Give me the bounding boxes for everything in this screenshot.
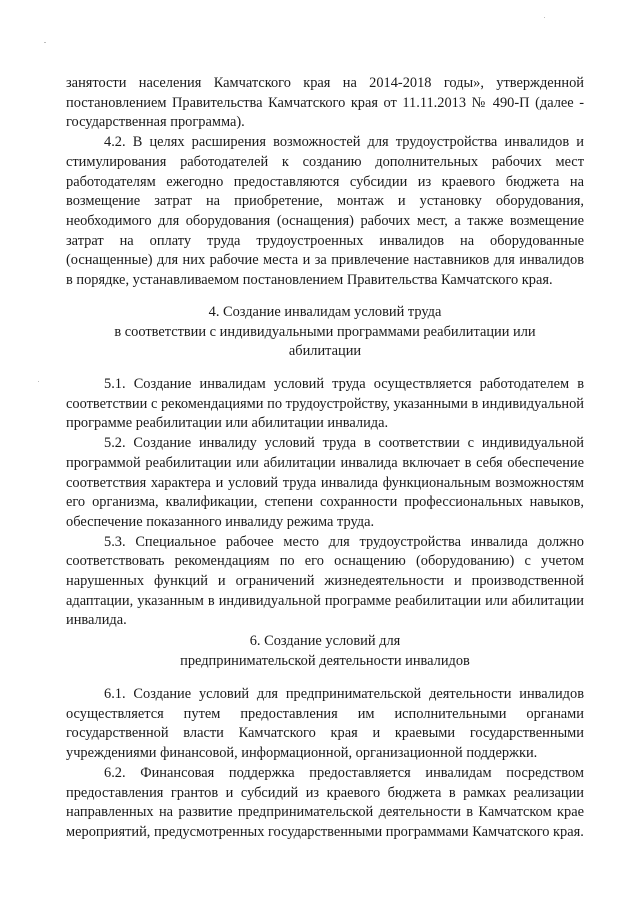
section-6-heading (66, 632, 584, 671)
scan-mark-top-left (44, 42, 46, 43)
paragraph-continuation: занятости населения Камчатского края на 2014-2018 годы», утвержденной постановлением Правительства Камчатского края от 11.11.2013 № 490-П (далее - государственная программа). (66, 75, 584, 131)
section-6-title-line1: 6. Создание условий для (249, 633, 401, 649)
paragraph-5-3: 5.3. Специальное рабочее место для трудоустройства инвалида должно соответствовать рекомендациям по его оснащению (оборудованию) с учетом нарушенных функций и ограничений жизнедеятельности и производственной адаптации, указанным в индивидуальной программе реабилитации или абилитации инвалида. (66, 533, 584, 629)
section-4-body (66, 375, 584, 631)
scan-mark-left (38, 381, 39, 382)
intro-block (66, 74, 584, 291)
section-6-title-line2: предпринимательской деятельности инвалидов (180, 652, 470, 669)
section-4-title-line1: 4. Создание инвалидам условий труда (208, 304, 442, 320)
section-4-heading (66, 303, 584, 362)
section-6-body (66, 685, 584, 843)
section-4-title-line3: абилитации (288, 343, 362, 359)
paragraph-6-1: 6.1. Создание условий для предпринимательской деятельности инвалидов осуществляется путем предоставления им исполнительными органами государственной власти Камчатского края и краевыми государственными учреждениями финансовой, информационной, организационной поддержки. (66, 686, 584, 762)
paragraph-5-1: 5.1. Создание инвалидам условий труда осуществляется работодателем в соответствии с рекомендациями по трудоустройству, указанными в индивидуальной программе реабилитации или абилитации инвалида. (66, 376, 584, 432)
paragraph-5-2: 5.2. Создание инвалиду условий труда в соответствии с индивидуальной программой реабилитации или абилитации инвалида включает в себя обеспечение соответствия характера и условий труда инвалида функциональным возможностям его организма, квалификации, степени сохранности профессиональных навыков, обеспечение показанного инвалиду режима труда. (66, 435, 584, 530)
scan-mark-top-right (544, 17, 545, 18)
paragraph-6-2: 6.2. Финансовая поддержка предоставляется инвалидам посредством предоставления грантов и субсидий из краевого бюджета в рамках реализации направленных на развитие предпринимательской деятельности в Камчатском крае мероприятий, предусмотренных государственными программами Камчатского края. (66, 764, 584, 840)
paragraph-4-2: 4.2. В целях расширения возможностей для трудоустройства инвалидов и стимулирования работодателей к созданию дополнительных рабочих мест работодателям ежегодно предоставляются субсидии из краевого бюджета на возмещение затрат на приобретение, монтаж и установку оборудования, необходимого для оборудования (оснащения) рабочих мест, а также возмещение затрат на оплату труда трудоустроенных инвалидов на оборудованные (оснащенные) для них рабочие места и за привлечение наставников для инвалидов в порядке, устанавливаемом постановлением Правительства Камчатского края. (66, 134, 584, 289)
section-4-title-line2: в соответствии с индивидуальными программами реабилитации или (114, 323, 536, 340)
